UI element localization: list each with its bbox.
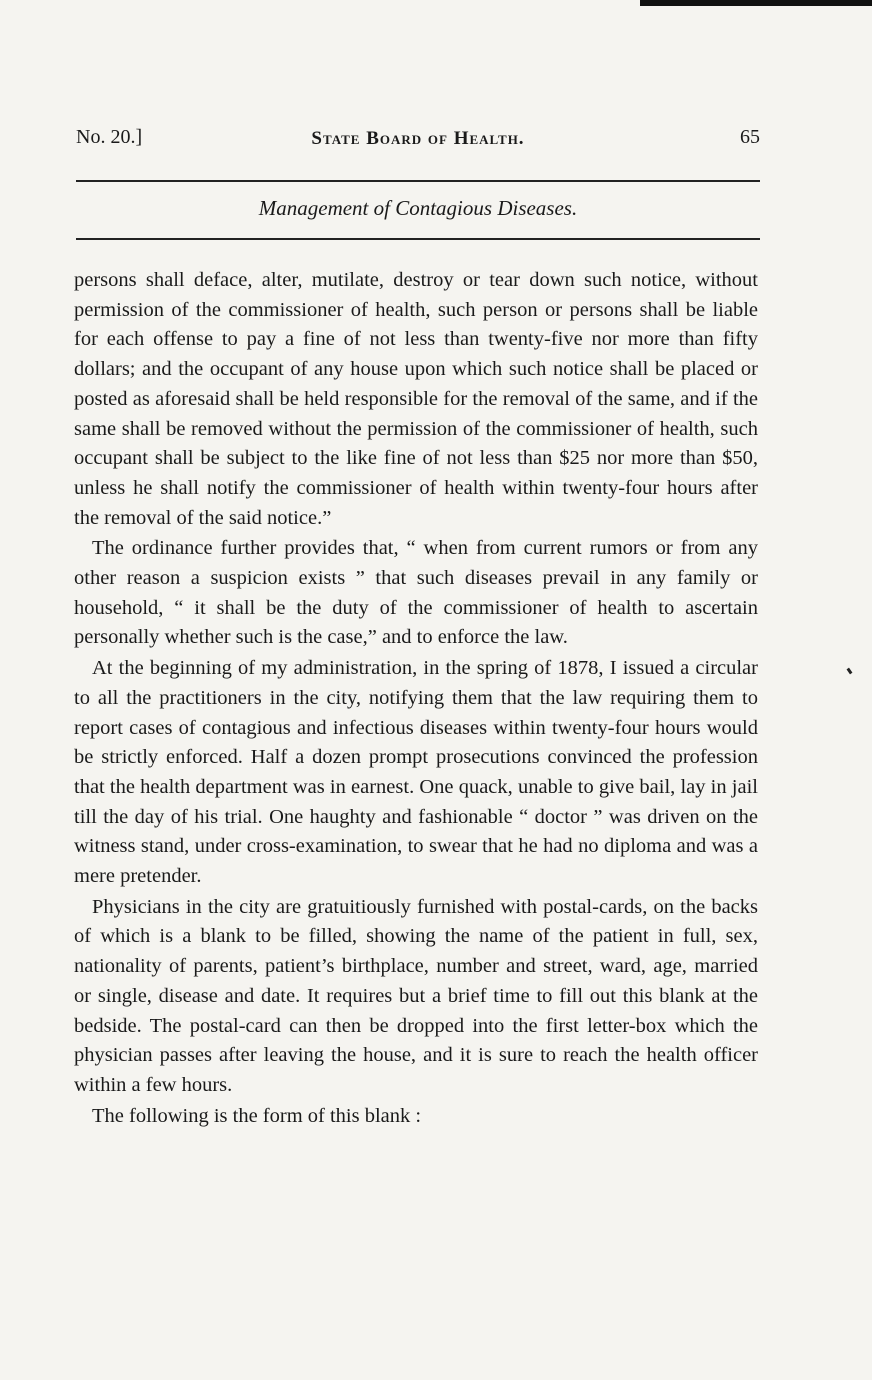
paragraph: Physicians in the city are gratuitiously furnished with postal-cards, on the backs of which is a blank to be filled, showing the name of the patient in full, sex, nationality of parents, patient’s birthplace, number and street, ward, age, married or single, disease and date. It requires but a brief time to fill out this blank at the bedside. The postal-card can then be dropped into the first letter-box which the physician passes after leaving the house, and it is sure to reach the health officer within a few hours.	[74, 895, 758, 1096]
page-number: 65	[740, 126, 760, 148]
document-number: No. 20.]	[76, 126, 143, 148]
paragraph: The following is the form of this blank :	[92, 1104, 422, 1127]
paragraph: At the beginning of my administration, in the spring of 1878, I issued a circular to all the practitioners in the city, notifying them that the law requiring them to report cases of contagious and infectious diseases within twenty-four hours would be strictly enforced. Half a dozen prompt prosecutions convinced the profession that the health department was in earnest. One quack, unable to give bail, lay in jail till the day of his trial. One haughty and fashionable “ doctor ” was driven on the witness stand, under cross-examination, to swear that he had no diploma and was a mere pretender.	[74, 657, 758, 888]
paragraph: The ordinance further provides that, “ when from current rumors or from any other reason a suspicion exists ” that such diseases prevail in any family or household, “ it shall be the duty of the commissioner of health to ascertain personally whether such is the case,” and to enforce the law.	[74, 537, 758, 649]
scan-edge	[640, 0, 872, 6]
page-header	[76, 126, 760, 156]
body-text	[74, 266, 758, 1131]
header-rule-bottom	[76, 238, 760, 240]
running-title: Management of Contagious Diseases.	[258, 196, 578, 220]
publication-title: State Board of Health.	[311, 128, 525, 149]
header-rule-top	[76, 180, 760, 182]
scan-speck	[847, 668, 853, 675]
paragraph: persons shall deface, alter, mutilate, destroy or tear down such notice, without permission of the commissioner of health, such person or persons shall be liable for each offense to pay a fine of not less than twenty-five nor more than fifty dollars; and the occupant of any house upon which such notice shall be placed or posted as aforesaid shall be held responsible for the removal of the same, and if the same shall be removed without the permission of the commissioner of health, such occupant shall be subject to the like fine of not less than $25 nor more than $50, unless he shall notify the commissioner of health within twenty-four hours after the removal of the said notice.”	[74, 269, 758, 529]
